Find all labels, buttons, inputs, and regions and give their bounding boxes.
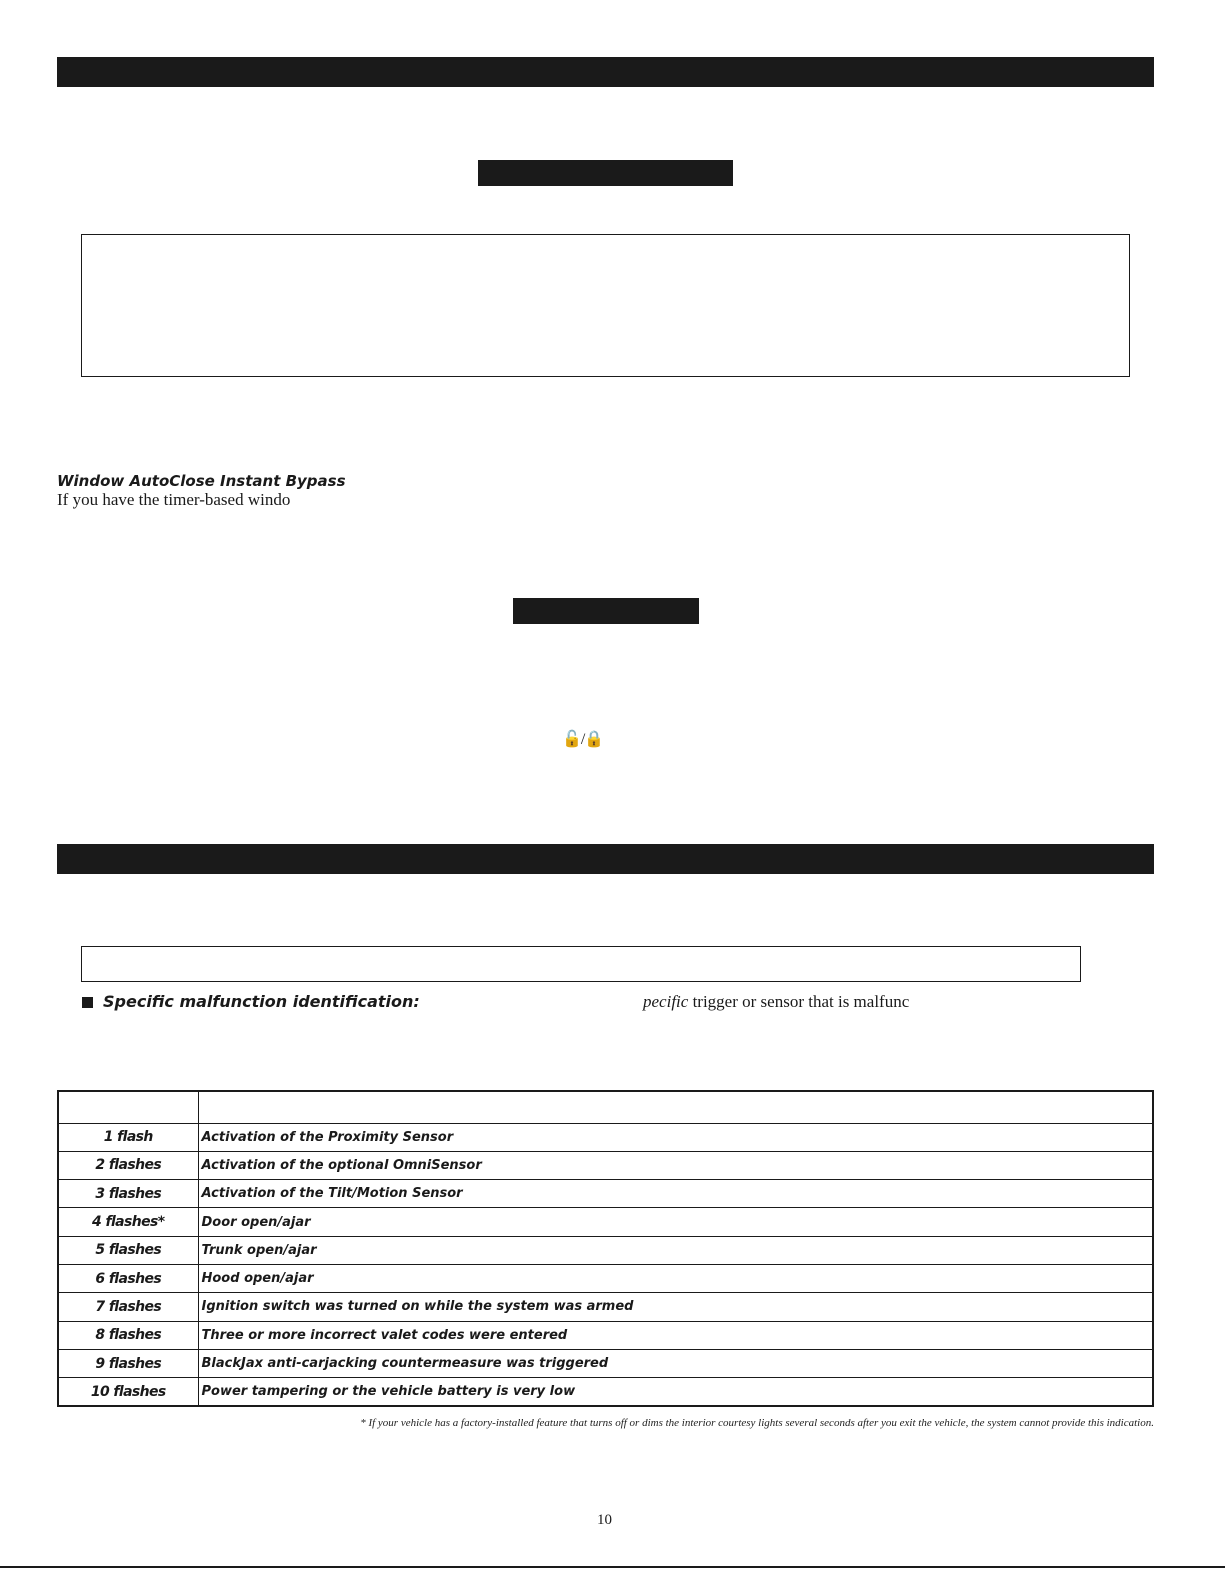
flash-count: 8 flashes: [58, 1321, 198, 1349]
subheading-bar-1: [478, 160, 733, 186]
malfunction-heading: Specific malfunction identification:: [103, 992, 420, 1011]
table-header-count: [58, 1091, 198, 1123]
flash-count: 3 flashes: [58, 1180, 198, 1208]
flash-description: Trunk open/ajar: [198, 1236, 1153, 1264]
flash-description: Door open/ajar: [198, 1208, 1153, 1236]
table-row: [58, 1264, 1153, 1292]
flash-description: Activation of the optional OmniSensor: [198, 1151, 1153, 1179]
table-row: [58, 1321, 1153, 1349]
table-row: [58, 1236, 1153, 1264]
bypass-paragraph: If you have the timer-based windo: [57, 490, 291, 509]
subheading-bar-2: [513, 598, 699, 624]
table-header-row: [58, 1091, 1153, 1123]
page-number: 10: [597, 1512, 612, 1528]
flash-description: Ignition switch was turned on while the system was armed: [198, 1293, 1153, 1321]
table-row: [58, 1180, 1153, 1208]
flash-description: Hood open/ajar: [198, 1264, 1153, 1292]
flash-count: 10 flashes: [58, 1378, 198, 1406]
flash-count: 6 flashes: [58, 1264, 198, 1292]
flash-count: 5 flashes: [58, 1236, 198, 1264]
table-row: [58, 1349, 1153, 1377]
flash-description: BlackJax anti-carjacking countermeasure was triggered: [198, 1349, 1153, 1377]
flash-description: Three or more incorrect valet codes were entered: [198, 1321, 1153, 1349]
flash-description: Power tampering or the vehicle battery is very low: [198, 1378, 1153, 1406]
flash-description: Activation of the Tilt/Motion Sensor: [198, 1180, 1153, 1208]
flash-count: 7 flashes: [58, 1293, 198, 1321]
section-header-bar-top: [57, 57, 1154, 87]
table-header-description: [198, 1091, 1153, 1123]
malfunction-paragraph-rest: trigger or sensor that is malfunc: [688, 992, 910, 1011]
flash-description: Activation of the Proximity Sensor: [198, 1123, 1153, 1151]
bypass-heading: Window AutoClose Instant Bypass: [57, 472, 346, 490]
note-box-2: [81, 946, 1081, 982]
flash-count: 1 flash: [58, 1123, 198, 1151]
section-header-bar-diagnostics: [57, 844, 1154, 874]
bottom-rule: [0, 1566, 1225, 1568]
lock-unlock-icon: 🔓/🔒: [562, 731, 604, 748]
table-row: [58, 1151, 1153, 1179]
malfunction-paragraph: [643, 992, 909, 1012]
table-footnote: * If your vehicle has a factory-installed feature that turns off or dims the interior courtesy lights several seconds after you exit the vehicle, the system cannot provide this indication.: [360, 1417, 1154, 1429]
flash-count: 4 flashes*: [58, 1208, 198, 1236]
table-row: [58, 1293, 1153, 1321]
table-row: [58, 1208, 1153, 1236]
bullet-square-icon: [82, 997, 93, 1008]
flash-table: [57, 1090, 1154, 1407]
flash-count: 2 flashes: [58, 1151, 198, 1179]
note-box-1: [81, 234, 1130, 377]
table-row: [58, 1378, 1153, 1406]
table-row: [58, 1123, 1153, 1151]
malfunction-paragraph-italic: pecific: [643, 992, 689, 1011]
flash-count: 9 flashes: [58, 1349, 198, 1377]
